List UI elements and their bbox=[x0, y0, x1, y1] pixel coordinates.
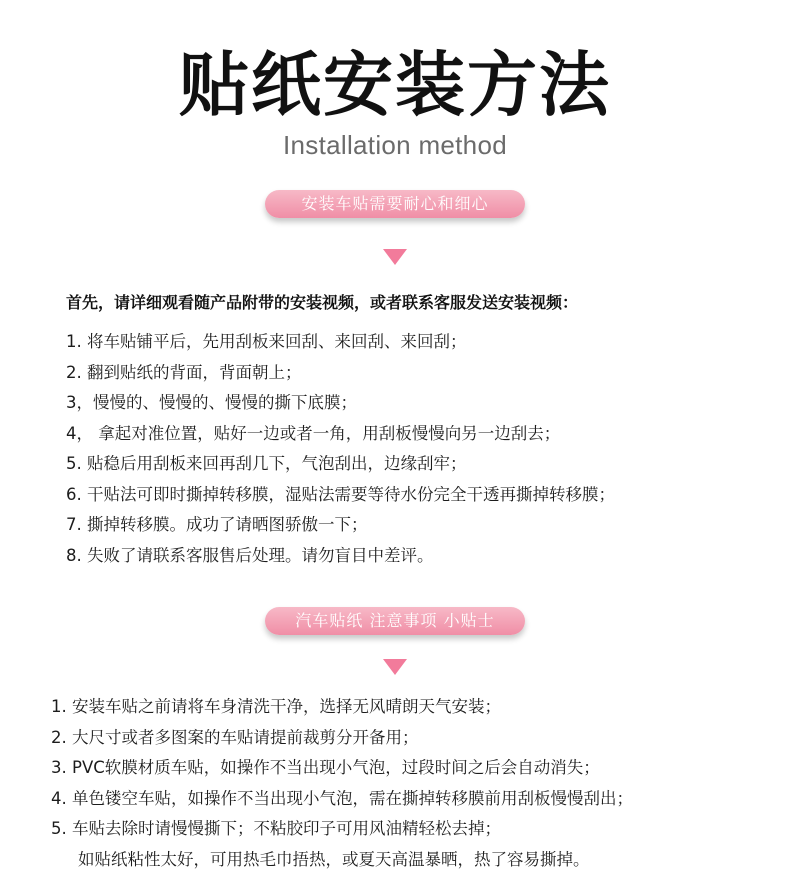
step-item: 5. 贴稳后用刮板来回再刮几下，气泡刮出，边缘刮牢； bbox=[66, 454, 467, 473]
tip-item: 2. 大尺寸或者多图案的车贴请提前裁剪分开备用； bbox=[51, 727, 419, 747]
step-item: 6. 干贴法可即时撕掉转移膜，湿贴法需要等待水份完全干透再撕掉转移膜； bbox=[66, 484, 615, 504]
step-item: 1. 将车贴铺平后，先用刮板来回刮、来回刮、来回刮； bbox=[66, 332, 467, 351]
section2-pill: 汽车贴纸 注意事项 小贴士 bbox=[265, 607, 525, 635]
step-item: 3，慢慢的、慢慢的、慢慢的撕下底膜； bbox=[66, 393, 357, 412]
tip-item: 1. 安装车贴之前请将车身清洗干净，选择无风晴朗天气安装； bbox=[51, 697, 501, 716]
down-triangle-icon bbox=[383, 249, 407, 265]
page-title: 贴纸安装方法 bbox=[179, 44, 611, 126]
step-item: 4， 拿起对准位置，贴好一边或者一角，用刮板慢慢向另一边刮去； bbox=[66, 423, 561, 443]
down-triangle-icon bbox=[383, 659, 407, 675]
tip-item: 4. 单色镂空车贴，如操作不当出现小气泡，需在撕掉转移膜前用刮板慢慢刮出； bbox=[51, 788, 633, 808]
install-steps bbox=[66, 327, 615, 571]
tip-item: 3. PVC软膜材质车贴，如操作不当出现小气泡，过段时间之后会自动消失； bbox=[51, 758, 600, 777]
step-item: 7. 撕掉转移膜。成功了请晒图骄傲一下； bbox=[66, 515, 368, 534]
tips-list bbox=[51, 692, 633, 875]
page-subtitle: Installation method bbox=[283, 130, 507, 160]
step-item: 2. 翻到贴纸的背面，背面朝上； bbox=[66, 362, 302, 382]
intro-text: 首先，请详细观看随产品附带的安装视频，或者联系客服发送安装视频： bbox=[66, 293, 579, 312]
section1-pill: 安装车贴需要耐心和细心 bbox=[265, 190, 525, 218]
tip-item: 5. 车贴去除时请慢慢撕下；不粘胶印子可用风油精轻松去掉； bbox=[51, 819, 501, 838]
tip-item: 如贴纸粘性太好，可用热毛巾捂热，或夏天高温暴晒，热了容易撕掉。 bbox=[78, 849, 590, 869]
step-item: 8. 失败了请联系客服售后处理。请勿盲目中差评。 bbox=[66, 545, 434, 565]
